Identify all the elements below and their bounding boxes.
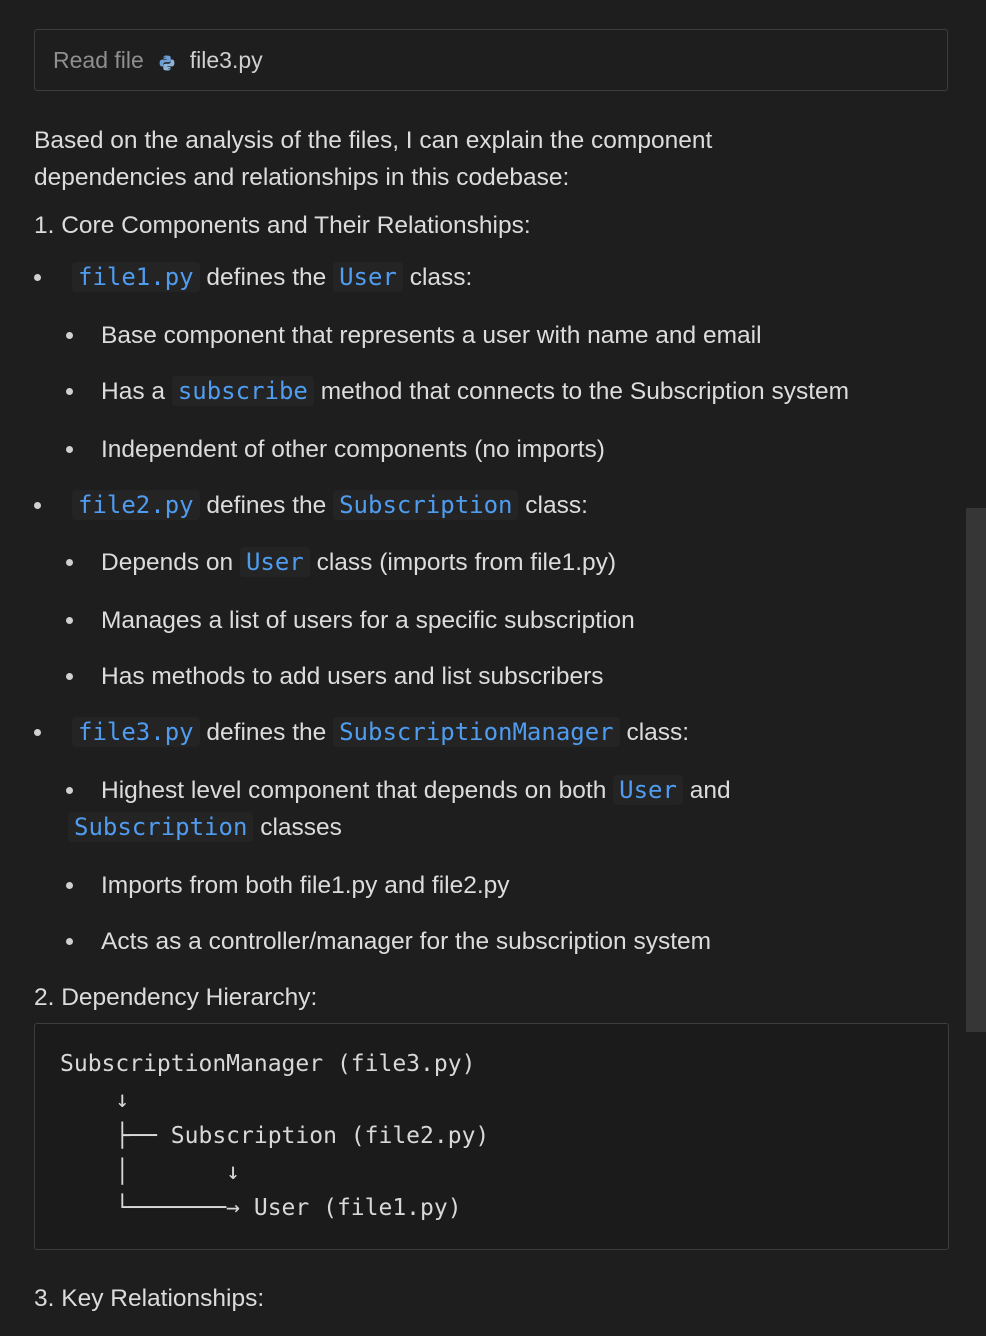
file2-bullet-1 <box>101 544 616 581</box>
file1-bullet-3: Independent of other components (no imports) <box>101 436 605 463</box>
file1-bullet-1: Base component that represents a user with name and email <box>101 322 762 349</box>
section3-heading: 3. Key Relationships: <box>34 1285 265 1312</box>
file3-mid: defines the <box>206 719 327 746</box>
file1-code: file1.py <box>72 262 200 292</box>
b2-pre: Has a <box>101 378 166 405</box>
file1-bullet-2 <box>101 373 849 410</box>
bullet <box>66 559 73 566</box>
python-icon <box>158 51 176 69</box>
file-name: file3.py <box>189 46 263 73</box>
section1-heading: 1. Core Components and Their Relationships: <box>34 212 531 239</box>
bullet <box>66 882 73 889</box>
f3b1-pre: Highest level component that depends on both <box>101 777 607 804</box>
f2b1-post: class (imports from file1.py) <box>316 549 617 576</box>
dependency-tree: SubscriptionManager (file3.py) ↓ ├── Subscription (file2.py) │ ↓ └───────→ User (file1.py) <box>60 1051 490 1221</box>
read-file-label: Read file <box>53 46 144 73</box>
scrollbar-thumb[interactable] <box>966 508 986 1032</box>
file2-mid: defines the <box>206 492 327 519</box>
file3-code: file3.py <box>72 717 200 747</box>
bullet <box>66 938 73 945</box>
file2-code: file2.py <box>72 490 200 520</box>
file3-item <box>72 714 689 751</box>
subscription-code: Subscription <box>68 812 253 842</box>
file3-bullet-2: Imports from both file1.py and file2.py <box>101 872 510 899</box>
f2b1-pre: Depends on <box>101 549 234 576</box>
bullet <box>66 673 73 680</box>
bullet <box>66 332 73 339</box>
subscription-class-code: Subscription <box>333 490 518 520</box>
subscribe-code: subscribe <box>172 376 314 406</box>
b2-post: method that connects to the Subscription system <box>320 378 850 405</box>
read-file-tool-call[interactable] <box>34 29 948 91</box>
file1-mid: defines the <box>206 264 327 291</box>
f3b1-and: and <box>689 777 731 804</box>
bullet <box>34 502 41 509</box>
file2-item <box>72 487 588 524</box>
dependency-code-block[interactable] <box>34 1023 949 1250</box>
bullet <box>34 729 41 736</box>
intro-line-1: Based on the analysis of the files, I can explain the component <box>34 127 713 154</box>
bullet <box>66 617 73 624</box>
bullet <box>66 446 73 453</box>
subscriptionmanager-class-code: SubscriptionManager <box>333 717 620 747</box>
file2-bullet-3: Has methods to add users and list subscribers <box>101 663 604 690</box>
file1-item <box>72 259 472 296</box>
intro-line-2: dependencies and relationships in this codebase: <box>34 164 570 191</box>
file1-tail: class: <box>409 264 473 291</box>
bullet <box>66 388 73 395</box>
section2-heading: 2. Dependency Hierarchy: <box>34 984 318 1011</box>
user-code: User <box>613 775 683 805</box>
file2-tail: class: <box>525 492 588 519</box>
file3-bullet-1b <box>68 809 342 846</box>
bullet <box>66 787 73 794</box>
user-code: User <box>240 547 310 577</box>
file3-bullet-3: Acts as a controller/manager for the subscription system <box>101 928 712 955</box>
file3-bullet-1a <box>101 772 731 809</box>
user-class-code: User <box>333 262 403 292</box>
file2-bullet-2: Manages a list of users for a specific subscription <box>101 607 635 634</box>
f3b1-post: classes <box>260 814 342 841</box>
file3-tail: class: <box>626 719 690 746</box>
bullet <box>34 274 41 281</box>
